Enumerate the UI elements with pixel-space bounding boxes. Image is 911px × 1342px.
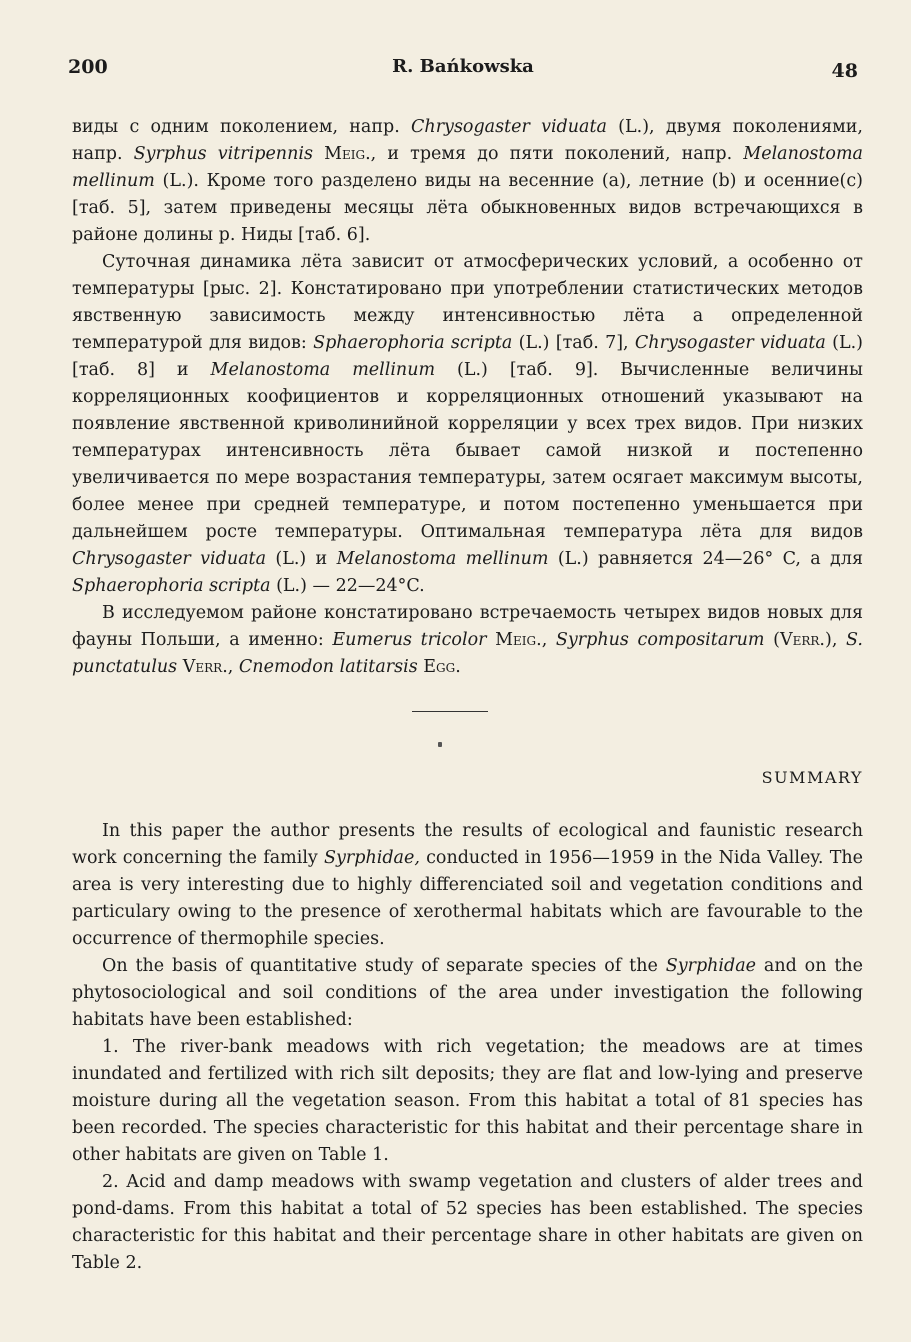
summary-paragraph-3: 1. The river-bank meadows with rich vegetation; the meadows are at times inundated and fertilized with rich silt deposits; they are flat and low-lying and preserve moisture during all the vegetation season. From this habitat a total of 81 species has been recorded. The species characteristic for this habitat and their percentage share in other habitats are given on Table 1. [72, 1037, 863, 1165]
summary-section [72, 818, 863, 1277]
russian-paragraph-1 [72, 114, 863, 249]
text-run: виды с одним поколением, напр. [72, 117, 412, 137]
text-run: (L.) — 22—24°C. [270, 576, 425, 596]
text-run: , [227, 657, 239, 677]
species-name: Chrysogaster viduata [411, 117, 607, 137]
summary-paragraph-4: 2. Acid and damp meadows with swamp vegetation and clusters of alder trees and pond-dams. From this habitat a total of 52 species has been established. The species characteristic for this habitat and their percentage share in other habitats are given on Table 2. [72, 1172, 863, 1273]
text-run: (L.), двумя поколениями, напр. [72, 117, 863, 164]
ink-speck [438, 742, 442, 747]
species-name: Sphaerophoria scripta [313, 333, 513, 353]
species-name: Syrphus vitripennis [133, 144, 313, 164]
volume-number: 48 [831, 60, 858, 82]
text-run: (L.) и [266, 549, 337, 569]
running-author: R. Bańkowska [392, 56, 534, 77]
family-name: Syrphidae, [324, 848, 420, 868]
species-name: Chrysogaster viduata [72, 549, 267, 569]
summary-heading: SUMMARY [761, 768, 863, 787]
text-run: (L.). Кроме того разделено виды на весенние (a), летние (b) и осенние(c) [таб. 5], затем приведены месяцы лёта обыкновенных видов встречающихся в районе долины р. Ниды [таб. 6]. [72, 171, 863, 245]
text-run: В исследуемом районе констатировано встречаемость четырех видов новых для фауны Польши, а именно: [72, 603, 863, 650]
text-run: (L.) [таб. 7], [512, 333, 635, 353]
species-name: Cnemodon latitarsis [238, 657, 418, 677]
species-name: Melanostoma mellinum [210, 360, 436, 380]
russian-section [72, 114, 863, 681]
author-abbrev: Meig. [324, 144, 371, 164]
author-abbrev: Verr. [182, 657, 228, 677]
section-divider [412, 711, 488, 712]
running-header [68, 56, 858, 86]
text-run: , [541, 630, 556, 650]
species-name: Syrphus compositarum [555, 630, 765, 650]
author-abbrev: Meig. [495, 630, 542, 650]
species-name: Eumerus tricolor [332, 630, 487, 650]
text-run: , и тремя до пяти поколений, напр. [370, 144, 744, 164]
text-run: and on the phytosociological and soil conditions of the area under investigation the following habitats have been established: [72, 956, 863, 1030]
text-run: (L.) [таб. 9]. Вычисленные величины корреляционных коофициентов и корреляционных отношений указывают на появление явственной криволинийной корреляции у всех трех видов. При низких температурах интенсивность лёта бывает самой низкой и постепенно увеличивается по мере возрастания температуры, затем осягает максимум высоты, более менее при средней температуре, и потом постепенно уменьшается при дальнейшем росте температуры. Оптимальная температура лёта для видов [72, 360, 863, 542]
text-run: Суточная динамика лёта зависит от атмосферических условий, а особенно от температуры [рыс. 2]. Констатировано при употреблении статистических методов явственную зависимость между интенсивностью лёта а определенной температурой для видов: [72, 252, 863, 353]
text-run: (L.) равняется 24—26° C, а для [548, 549, 863, 569]
page-number: 200 [68, 56, 108, 78]
species-name: Sphaerophoria scripta [72, 576, 271, 596]
text-run: On the basis of quantitative study of separate species of the [102, 956, 666, 976]
text-run [313, 144, 324, 164]
family-name: Syrphidae [665, 956, 757, 976]
text-run: conducted in 1956—1959 in the Nida Valley. The area is very interesting due to highly differenciated soil and vegetation conditions and particulary owing to the presence of xerothermal habitats which are favourable to the occurrence of thermophile species. [72, 848, 863, 949]
species-name: Melanostoma mellinum [336, 549, 549, 569]
text-run: In this paper the author presents the results of ecological and faunistic research work concerning the family [72, 821, 863, 868]
text-run: ), [825, 630, 847, 650]
text-run: ( [764, 630, 780, 650]
species-name: Chrysogaster viduata [634, 333, 826, 353]
species-name: Melanostoma mellinum [72, 144, 863, 191]
species-name: S. punctatulus [72, 630, 863, 677]
text-run: (L.) [таб. 8] и [72, 333, 864, 380]
russian-paragraph-2 [72, 249, 863, 600]
author-abbrev: Egg. [423, 657, 461, 677]
author-abbrev: Verr. [779, 630, 825, 650]
summary-paragraph-1 [72, 818, 863, 953]
summary-paragraph-2 [72, 953, 863, 1034]
text-run [486, 630, 495, 650]
russian-paragraph-3 [72, 600, 863, 681]
